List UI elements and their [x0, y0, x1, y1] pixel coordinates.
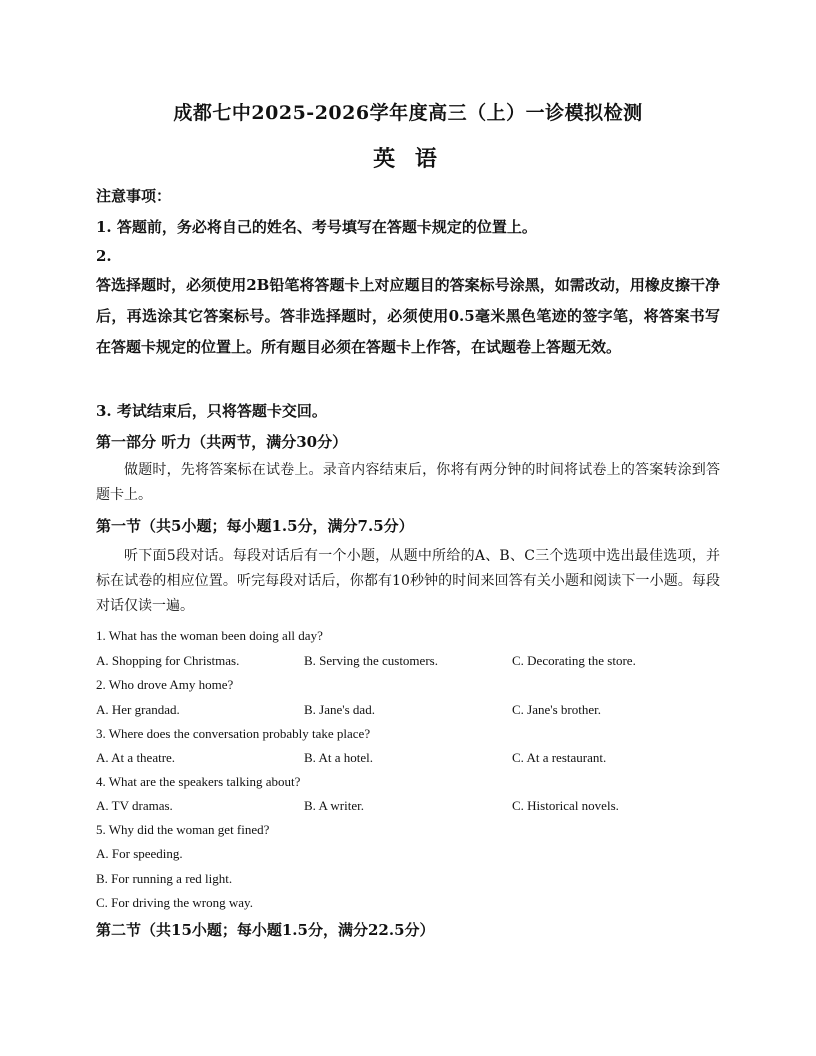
- notice-heading: 注意事项：: [96, 187, 172, 205]
- question-3-option-c: C. At a restaurant.: [512, 750, 607, 765]
- question-1-option-a: A. Shopping for Christmas.: [96, 653, 240, 668]
- question-5-option-c: C. For driving the wrong way.: [96, 895, 253, 910]
- question-3-option-a: A. At a theatre.: [96, 750, 176, 765]
- question-3-stem: 3. Where does the conversation probably take place?: [96, 726, 371, 741]
- question-2-option-a: A. Her grandad.: [96, 702, 180, 717]
- question-5-option-b: B. For running a red light.: [96, 871, 233, 886]
- question-4-option-a: A. TV dramas.: [96, 798, 173, 813]
- question-5-option-a: A. For speeding.: [96, 846, 183, 861]
- question-3-option-b: B. At a hotel.: [304, 750, 373, 765]
- notice-item-1: 1. 答题前，务必将自己的姓名、考号填写在答题卡规定的位置上。: [96, 218, 537, 236]
- question-4-option-c: C. Historical novels.: [512, 798, 619, 813]
- question-4-option-b: B. A writer.: [304, 798, 364, 813]
- question-2-stem: 2. Who drove Amy home?: [96, 677, 234, 692]
- question-1-stem: 1. What has the woman been doing all day?: [96, 628, 323, 643]
- notice-item-2-number: 2.: [96, 247, 112, 265]
- question-1-option-c: C. Decorating the store.: [512, 653, 636, 668]
- exam-title: 成都七中2025-2026学年度高三（上）一诊模拟检测: [173, 102, 643, 124]
- subject-title: 英 语: [373, 146, 443, 172]
- section1-heading: 第一节（共5小题；每小题1.5分，满分7.5分）: [96, 517, 414, 535]
- part1-heading: 第一部分 听力（共两节，满分30分）: [96, 433, 348, 451]
- question-4-stem: 4. What are the speakers talking about?: [96, 774, 301, 789]
- notice-item-3: 3. 考试结束后，只将答题卡交回。: [96, 402, 327, 420]
- section1-instruction: 听下面5段对话。每段对话后有一个小题，从题中所给的A、B、C三个选项中选出最佳选项，并标在试卷的相应位置。听完每段对话后，你都有10秒钟的时间来回答有关小题和阅读下一小题。每段对话仅读一遍。: [96, 548, 720, 614]
- section2-heading: 第二节（共15小题；每小题1.5分，满分22.5分）: [96, 921, 435, 939]
- part1-instruction: 做题时，先将答案标在试卷上。录音内容结束后，你将有两分钟的时间将试卷上的答案转涂到答题卡上。: [96, 462, 720, 503]
- question-1-option-b: B. Serving the customers.: [304, 653, 438, 668]
- question-2-option-b: B. Jane's dad.: [304, 702, 375, 717]
- notice-item-2-text: 答选择题时，必须使用2B铅笔将答题卡上对应题目的答案标号涂黑，如需改动，用橡皮擦干净后，再选涂其它答案标号。答非选择题时，必须使用0.5毫米黑色笔迹的签字笔，将答案书写在答题卡规定的位置上。所有题目必须在答题卡上作答，在试题卷上答题无效。: [96, 276, 720, 356]
- question-2-option-c: C. Jane's brother.: [512, 702, 601, 717]
- question-5-stem: 5. Why did the woman get fined?: [96, 822, 270, 837]
